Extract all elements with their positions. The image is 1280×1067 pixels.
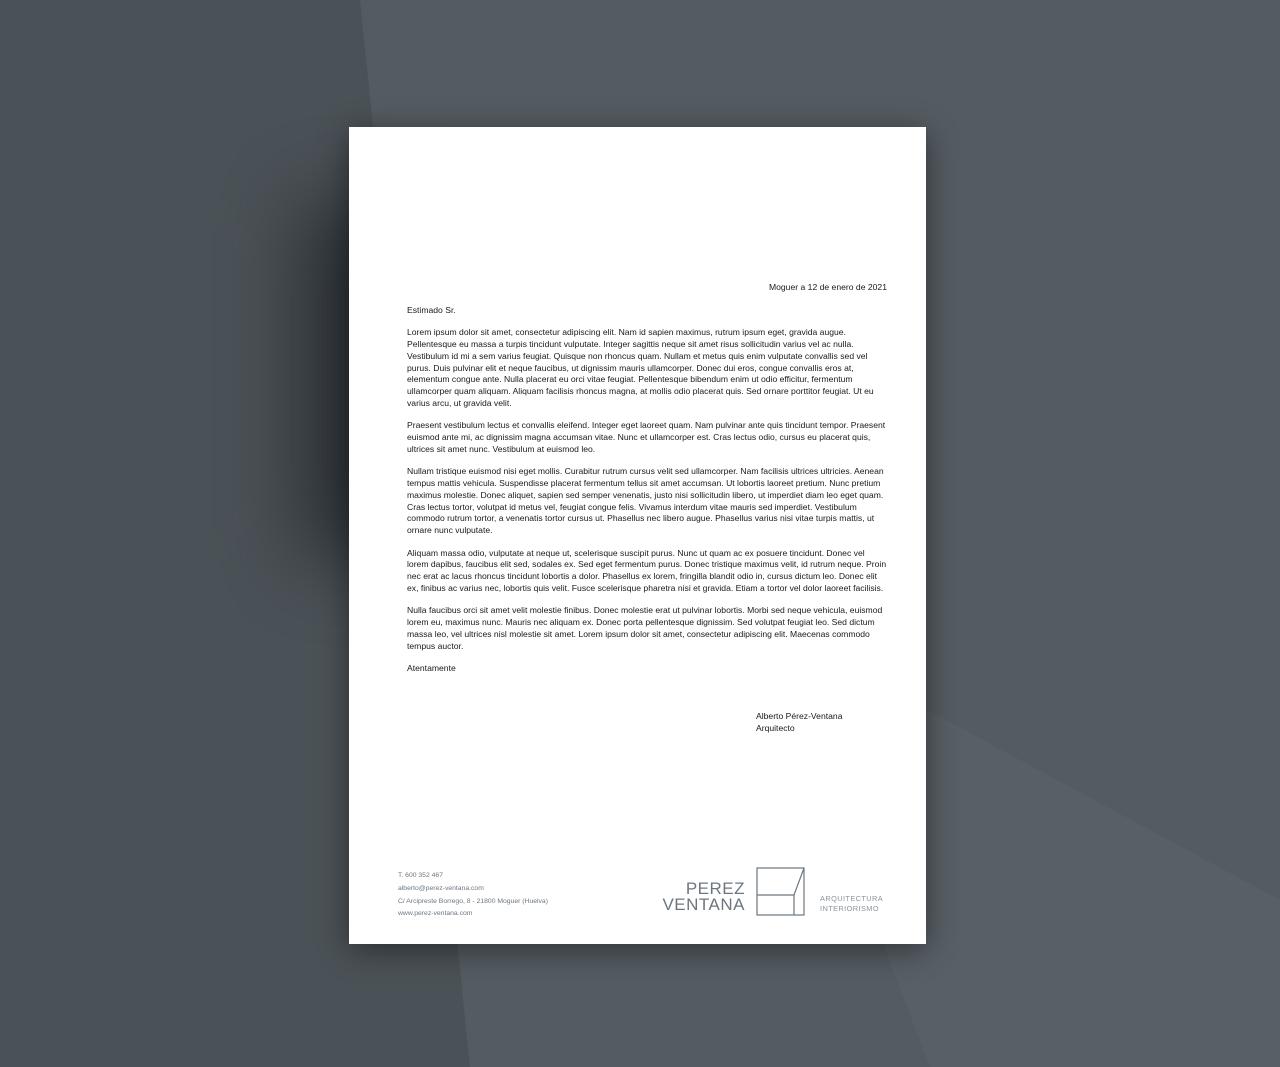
letter-paragraph-5: Nulla faucibus orci sit amet velit molestie finibus. Donec molestie erat ut pulvinar lobortis. Morbi sed neque vehicula, euismod lorem eu, maximus nunc. Mauris nec aliquam ex. Donec porta pellentesque dignissim. Sed volutpat feugiat leo. Sed dictum massa leo, vel ultrices nisl molestie sit amet. Lorem ipsum dolor sit amet, consectetur adipiscing elit. Maecenas commodo tempus auctor. xyxy=(407,605,883,651)
letter-paragraph-3: Nullam tristique euismod nisi eget mollis. Curabitur rutrum cursus velit sed ullamcorper. Nam facilisis ultrices ultricies. Aenean tempus mattis vehicula. Suspendisse placerat fermentum tellus sit amet accumsan. Ut lobortis laoreet pretium. Nunc pretium maximus molestie. Donec aliquet, sapien sed semper venenatis, justo nisi sollicitudin libero, ut imperdiet diam leo eget quam. Cras lectus tortor, volutpat id metus vel, feugiat congue felis. Vivamus interdum vitae mauris sed imperdiet. Vestibulum commodo rutrum tortor, a venenatis tortor cursus ut. Phasellus nec libero augue. Phasellus varius nisi vitae turpis mattis, ut ornare nunc vulputate. xyxy=(407,466,884,535)
letter-paragraph-1: Lorem ipsum dolor sit amet, consectetur adipiscing elit. Nam id sapien maximus, rutrum ipsum eget, gravida augue. Pellentesque eu massa a turpis tincidunt vulputate. Integer sagittis neque sit amet risus sollicitudin varius vel ac nulla. Vestibulum id mi a sem varius feugiat. Quisque non rhoncus quam. Nullam et metus quis enim vulputate convallis sed vel purus. Duis pulvinar elit et neque faucibus, ut dignissim mauris ullamcorper. Donec dui eros, congue convallis eros at, elementum congue ante. Nulla placerat eu orci vitae feugiat. Pellentesque bibendum enim ut odio efficitur, fermentum ullamcorper quam aliquam. Aliquam facilisis rhoncus magna, at mollis odio placerat quis. Sed ornare porttitor feugiat. Ut eu varius arcu, ut gravida velit. xyxy=(407,327,874,408)
tagline-line-1: ARQUITECTURA xyxy=(820,894,884,903)
logo-tagline xyxy=(820,894,883,914)
letter-paragraph-2: Praesent vestibulum lectus et convallis eleifend. Integer eget laoreet quam. Nam pulvinar ante quis tincidunt tempor. Praesent euismod ante mi, ac dignissim magna accumsan vitae. Nunc et ullamcorper est. Cras lectus odio, cursus eu placerat quis, ultrices sit amet nunc. Vestibulum at euismod leo. xyxy=(407,420,886,454)
window-logo-icon xyxy=(756,867,806,917)
letter-sheet xyxy=(349,127,926,944)
letter-closing: Atentamente xyxy=(407,663,456,674)
letter-greeting: Estimado Sr. xyxy=(407,304,456,315)
tagline-line-2: INTERIORISMO xyxy=(820,904,879,913)
logo-line-2: VENTANA xyxy=(662,895,745,914)
footer-address: C/ Arcipreste Borrego, 8 - 21800 Moguer (Huelva) xyxy=(398,897,548,905)
footer-website: www.perez-ventana.com xyxy=(398,910,473,918)
letter-body xyxy=(407,282,887,675)
logo-wordmark xyxy=(655,881,745,913)
signature-title: Arquitecto xyxy=(756,722,795,733)
signature-block xyxy=(756,711,842,734)
letter-date: Moguer a 12 de enero de 2021 xyxy=(768,282,887,292)
footer-email: alberto@perez-ventana.com xyxy=(398,884,484,892)
logo-line-1: PEREZ xyxy=(685,879,745,898)
footer-contact xyxy=(398,870,548,921)
signature-name: Alberto Pérez-Ventana xyxy=(756,711,843,721)
letter-paragraph-4: Aliquam massa odio, vulputate at neque ut, scelerisque suscipit purus. Nunc ut quam ac ex posuere tincidunt. Donec vel lorem dapibus, faucibus elit sed, sodales ex. Sed eget fermentum purus. Donec tristique maximus velit, id rutrum neque. Proin nec erat ac lacus rhoncus tincidunt lobortis a dolor. Phasellus ex lorem, fringilla blandit odio in, cursus dictum leo. Donec elit ex, finibus ac varius nec, lobortis quis velit. Fusce scelerisque pharetra nisi et gravida. Etiam a tortor vel dolor laoreet facilisis. xyxy=(407,547,887,593)
footer-phone: T. 600 352 467 xyxy=(398,872,443,879)
